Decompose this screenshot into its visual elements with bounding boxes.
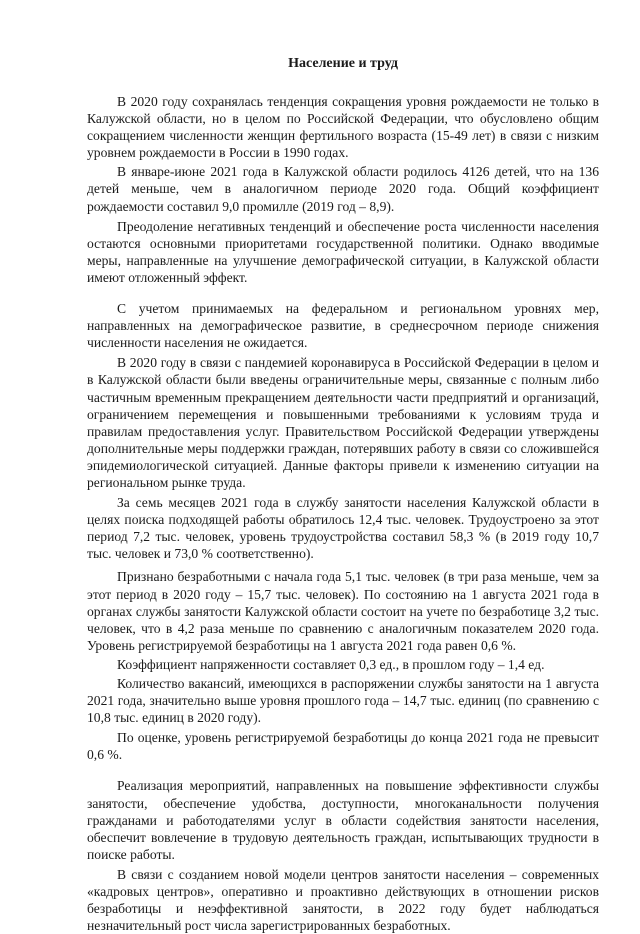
paragraph-employment-service: За семь месяцев 2021 года в службу занятости населения Калужской области в целях поиска подходящей работы обратилось 12,4 тыс. человек. Трудоустроено за этот период 7,2 тыс. человек, уровень трудоустройства составил 58,3 % (в 2019 году 10,7 тыс. человек и 73,0 % соответственно).: [87, 495, 599, 562]
paragraph-pandemic-measures: В 2020 году в связи с пандемией коронавируса в Российской Федерации в целом и в Калужской области были введены ограничительные меры, связанные с полным либо частичным временным прекращением деятельности части предприятий и организаций, ограничением перемещения и повышенными требованиями к условиям труда и правилам предоставления услуг. Правительством Российской Федерации утверждены дополнительные меры поддержки граждан, потерявших работу в связи со сложившейся эпидемиологической ситуацией. Данные факторы привели к изменению ситуации на региональном рынке труда.: [87, 355, 599, 490]
paragraph-service-efficiency: Реализация мероприятий, направленных на повышение эффективности службы занятости, обеспечение удобства, доступности, многоканальности получения гражданами и работодателями услуг в области содействия занятости населения, обеспечит вовлечение в трудовую деятельность граждан, испытывающих трудности в поиске работы.: [87, 778, 599, 862]
paragraph-births-2021: В январе-июне 2021 года в Калужской области родилось 4126 детей, что на 136 детей меньше, чем в аналогичном периоде 2020 года. Общий коэффициент рождаемости составил 9,0 промилле (2019 год – 8,9).: [87, 164, 599, 214]
section-title: Население и труд: [288, 56, 398, 71]
paragraph-unemployment-forecast: По оценке, уровень регистрируемой безработицы до конца 2021 года не превысит 0,6 %.: [87, 730, 599, 763]
paragraph-population-forecast: С учетом принимаемых на федеральном и региональном уровнях мер, направленных на демографическое развитие, в среднесрочном периоде снижения численности населения не ожидается.: [87, 301, 599, 351]
paragraph-birth-rate-trend: В 2020 году сохранялась тенденция сокращения уровня рождаемости не только в Калужской области, но в целом по Российской Федерации, что обусловлено общим сокращением численности женщин фертильного возраста (15-49 лет) в связи с низким уровнем рождаемости в России в 1990 годах.: [87, 94, 599, 161]
paragraph-new-model-centers: В связи с созданием новой модели центров занятости населения – современных «кадровых центров», оперативно и проактивно действующих в отношении рисков безработицы и неэффективной занятости, в 2022 году будет наблюдаться незначительный рост числа зарегистрированных безработных.: [87, 866, 599, 934]
paragraph-demographic-policy: Преодоление негативных тенденций и обеспечение роста численности населения остаются основными приоритетами государственной политики. Однако вводимые меры, направленные на улучшение демографической ситуации, в Калужской области имеют отложенный эффект.: [87, 218, 599, 285]
paragraph-tension-coefficient: Коэффициент напряженности составляет 0,3 ед., в прошлом году – 1,4 ед.: [117, 656, 545, 672]
paragraph-vacancies: Количество вакансий, имеющихся в распоряжении службы занятости на 1 августа 2021 года, значительно выше уровня прошлого года – 14,7 тыс. единиц (по сравнению с 10,8 тыс. единиц в 2020 году).: [87, 676, 599, 726]
document-page: [87, 55, 599, 934]
paragraph-unemployed-count: Признано безработными с начала года 5,1 тыс. человек (в три раза меньше, чем за этот период в 2020 году – 15,7 тыс. человек). По состоянию на 1 августа 2021 года в органах службы занятости Калужской области состоит на учете по безработице 3,2 тыс. человек, что в 4,2 раза меньше по сравнению с аналогичным показателем 2020 года. Уровень регистрируемой безработицы на 1 августа 2021 года равен 0,6 %.: [87, 569, 599, 653]
